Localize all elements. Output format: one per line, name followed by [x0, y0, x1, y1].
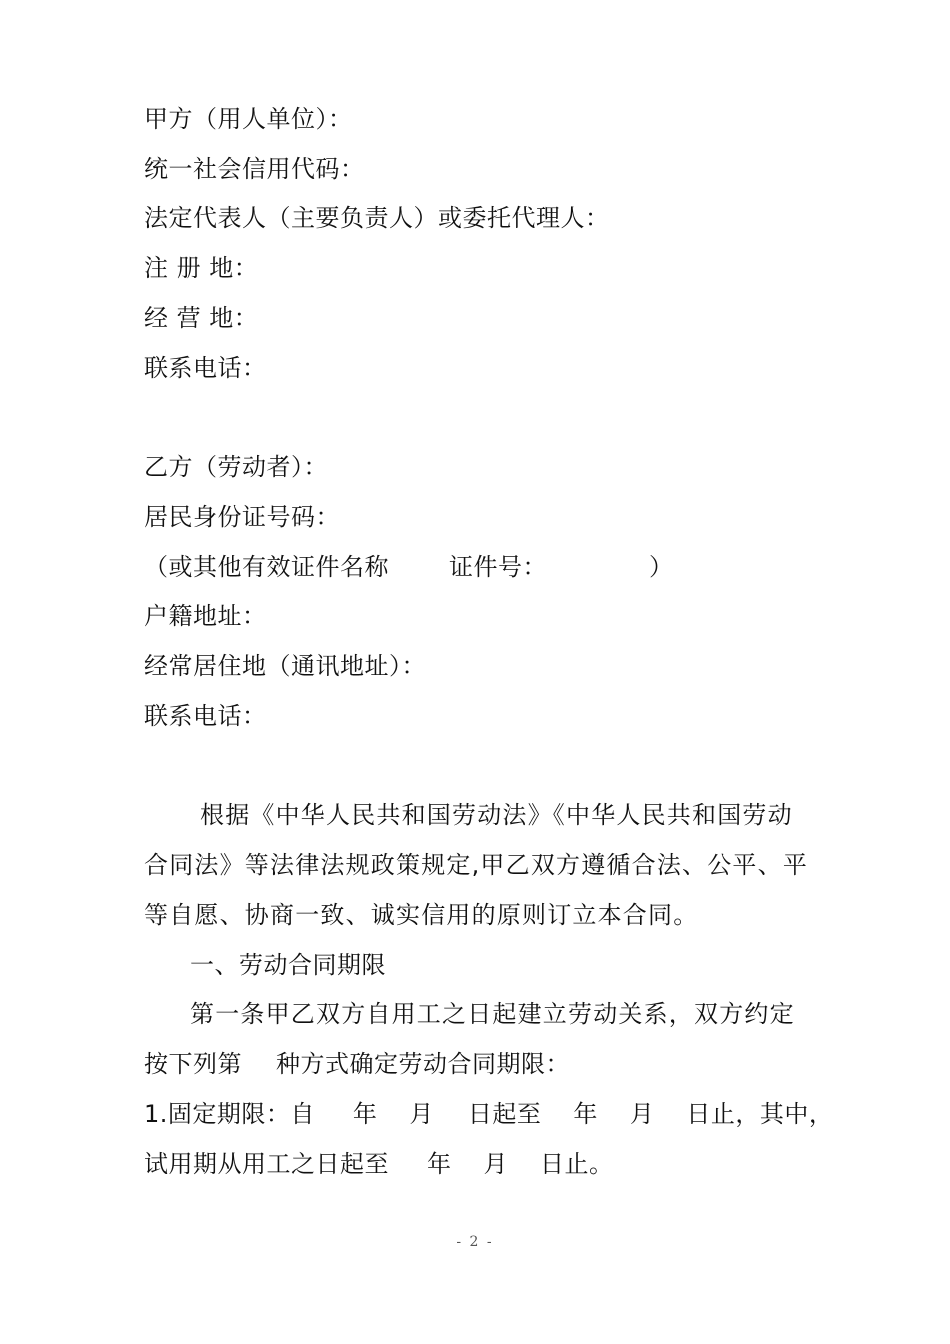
party-a-representative-label: 法定代表人（主要负责人）或委托代理人：	[144, 204, 610, 232]
fixed-term-label: 1.固定期限：自	[144, 1100, 315, 1128]
probation-month-label: 月	[483, 1150, 508, 1178]
other-id-open: （或其他有效证件名称	[144, 553, 389, 581]
end-month-label: 月	[629, 1100, 655, 1128]
party-a-phone-label: 联系电话：	[144, 354, 267, 382]
preamble-line-2: 合同法》等法律法规政策规定,甲乙双方遵循合法、公平、平	[144, 851, 809, 879]
party-a-name-label: 甲方（用人单位）：	[144, 105, 353, 133]
party-a-registered-address-label: 注 册 地：	[144, 254, 259, 282]
article-1-line-2	[144, 1048, 570, 1080]
probation-year-label: 年	[427, 1150, 452, 1178]
preamble-line-1: 根据《中华人民共和国劳动法》《中华人民共和国劳动	[200, 801, 793, 829]
section-1-heading: 一、劳动合同期限	[190, 951, 386, 979]
fixed-term-line-1	[144, 1098, 833, 1130]
other-id-close: ）	[649, 553, 674, 581]
start-year-label: 年	[352, 1100, 378, 1128]
party-b-name-label: 乙方（劳动者）：	[144, 453, 328, 481]
page-number: - 2 -	[456, 1234, 494, 1250]
end-day-label: 日止，其中，	[686, 1100, 834, 1128]
end-year-label: 年	[573, 1100, 598, 1128]
other-id-number-label: 证件号：	[449, 553, 547, 581]
party-b-residence-label: 经常居住地（通讯地址）：	[144, 652, 426, 680]
party-a-business-address-label: 经 营 地：	[144, 304, 259, 332]
probation-label: 试用期从用工之日起至	[144, 1150, 389, 1178]
probation-day-label: 日止。	[540, 1150, 614, 1178]
fixed-term-line-2	[144, 1148, 614, 1180]
article-1-line-2b: 种方式确定劳动合同期限：	[276, 1050, 570, 1078]
start-month-label: 月	[409, 1100, 434, 1128]
party-a-credit-code-label: 统一社会信用代码：	[144, 155, 365, 183]
preamble-line-3: 等自愿、协商一致、诚实信用的原则订立本合同。	[144, 901, 699, 929]
party-b-other-id-line	[144, 551, 674, 583]
start-day-label: 日起至	[467, 1100, 542, 1128]
article-1-line-1: 第一条甲乙双方自用工之日起建立劳动关系，双方约定	[190, 1000, 795, 1028]
party-b-household-address-label: 户籍地址：	[144, 602, 267, 630]
party-b-id-number-label: 居民身份证号码：	[144, 503, 340, 531]
article-1-line-2a: 按下列第	[144, 1050, 242, 1078]
party-b-phone-label: 联系电话：	[144, 702, 267, 730]
